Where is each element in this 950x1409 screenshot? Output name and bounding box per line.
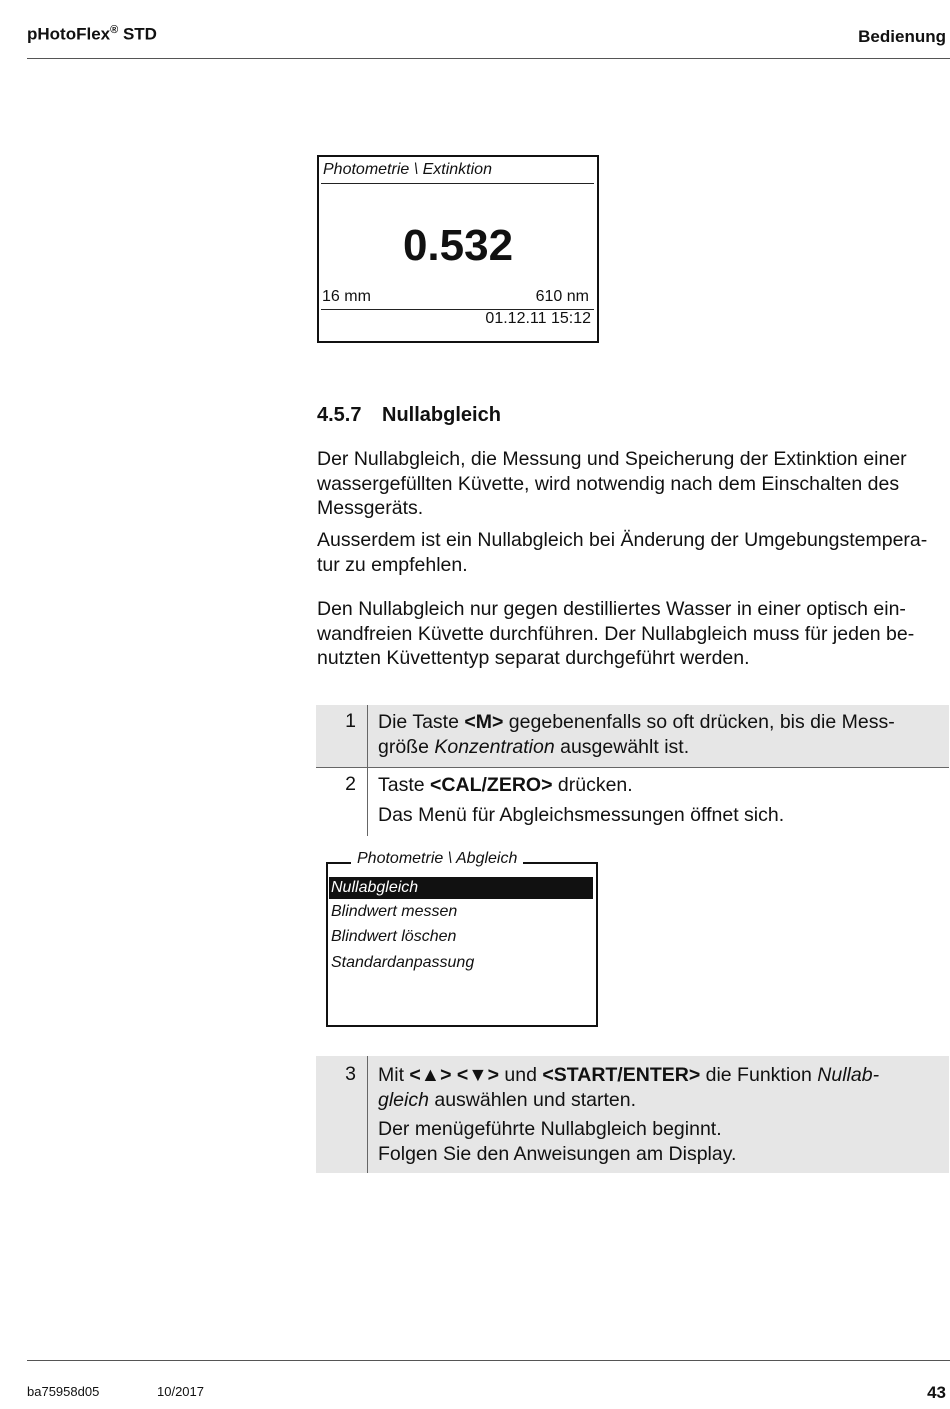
step-row	[316, 768, 949, 836]
menu-item-blindwert-loeschen[interactable]: Blindwert löschen	[331, 928, 457, 945]
step-divider	[367, 1056, 368, 1173]
header-rule	[27, 58, 950, 59]
menu-item-nullabgleich[interactable]: Nullabgleich	[329, 877, 593, 899]
step-divider	[367, 768, 368, 836]
display-wavelength: 610 nm	[535, 288, 589, 305]
section-title: Nullabgleich	[382, 404, 501, 426]
step-text: Die Taste <M> gegebenenfalls so oft drücken, bis die Mess- größe Konzentration ausgewählt ist.	[378, 711, 895, 758]
paragraph-water: Den Nullabgleich nur gegen destilliertes Wasser in einer optisch ein- wandfreien Küvette durchführen. Der Nullabgleich muss für jeden be- nutzten Küvettentyp separat durchgeführt werden.	[317, 598, 915, 669]
step-result: Das Menü für Abgleichsmessungen öffnet sich.	[378, 803, 785, 826]
display-datetime: 01.12.11 15:12	[485, 310, 591, 327]
display-title: Photometrie \ Extinktion	[323, 161, 492, 178]
menu-item-blindwert-messen[interactable]: Blindwert messen	[331, 903, 458, 920]
display-value: 0.532	[402, 221, 514, 270]
footer-rule	[27, 1360, 950, 1361]
step-number: 3	[345, 1063, 356, 1085]
paragraph-temperature: Ausserdem ist ein Nullabgleich bei Änderung der Umgebungstempera- tur zu empfehlen.	[317, 529, 928, 576]
paragraph-intro: Der Nullabgleich, die Messung und Speicherung der Extinktion einer wassergefüllten Küvette, wird notwendig nach dem Einschalten des Messgeräts.	[317, 448, 907, 519]
page-number: 43	[927, 1383, 946, 1402]
step-row	[316, 705, 949, 767]
footer-date: 10/2017	[157, 1384, 204, 1399]
header-product: pHotoFlex® STD	[27, 24, 157, 44]
menu-item-standardanpassung[interactable]: Standardanpassung	[331, 954, 475, 971]
display-cuvette-size: 16 mm	[322, 288, 371, 305]
step-row	[316, 1056, 949, 1173]
step-number: 2	[345, 773, 356, 795]
arrow-down-key: <▼>	[456, 1064, 499, 1086]
step-number: 1	[345, 710, 356, 732]
step-divider	[367, 705, 368, 767]
section-heading	[317, 404, 501, 427]
menu-title: Photometrie \ Abgleich	[351, 850, 523, 868]
header-section: Bedienung	[858, 27, 946, 46]
arrow-up-key: <▲>	[409, 1064, 452, 1086]
section-number: 4.5.7	[317, 404, 362, 426]
display-divider	[321, 183, 594, 184]
step-text: Mit <▲> <▼> und <START/ENTER> die Funktion Nullab- gleich auswählen und starten. Der menügeführte Nullabgleich beginnt. Folgen Sie den Anweisungen am Display.	[378, 1063, 943, 1166]
step-result: Der menügeführte Nullabgleich beginnt.	[378, 1118, 722, 1140]
step-result: Folgen Sie den Anweisungen am Display.	[378, 1142, 737, 1165]
footer-doc-code: ba75958d05	[27, 1384, 100, 1399]
display-calibration-menu	[326, 850, 598, 1027]
step-text: Taste <CAL/ZERO> drücken. Das Menü für Abgleichsmessungen öffnet sich.	[378, 773, 943, 827]
display-extinction	[317, 155, 599, 343]
